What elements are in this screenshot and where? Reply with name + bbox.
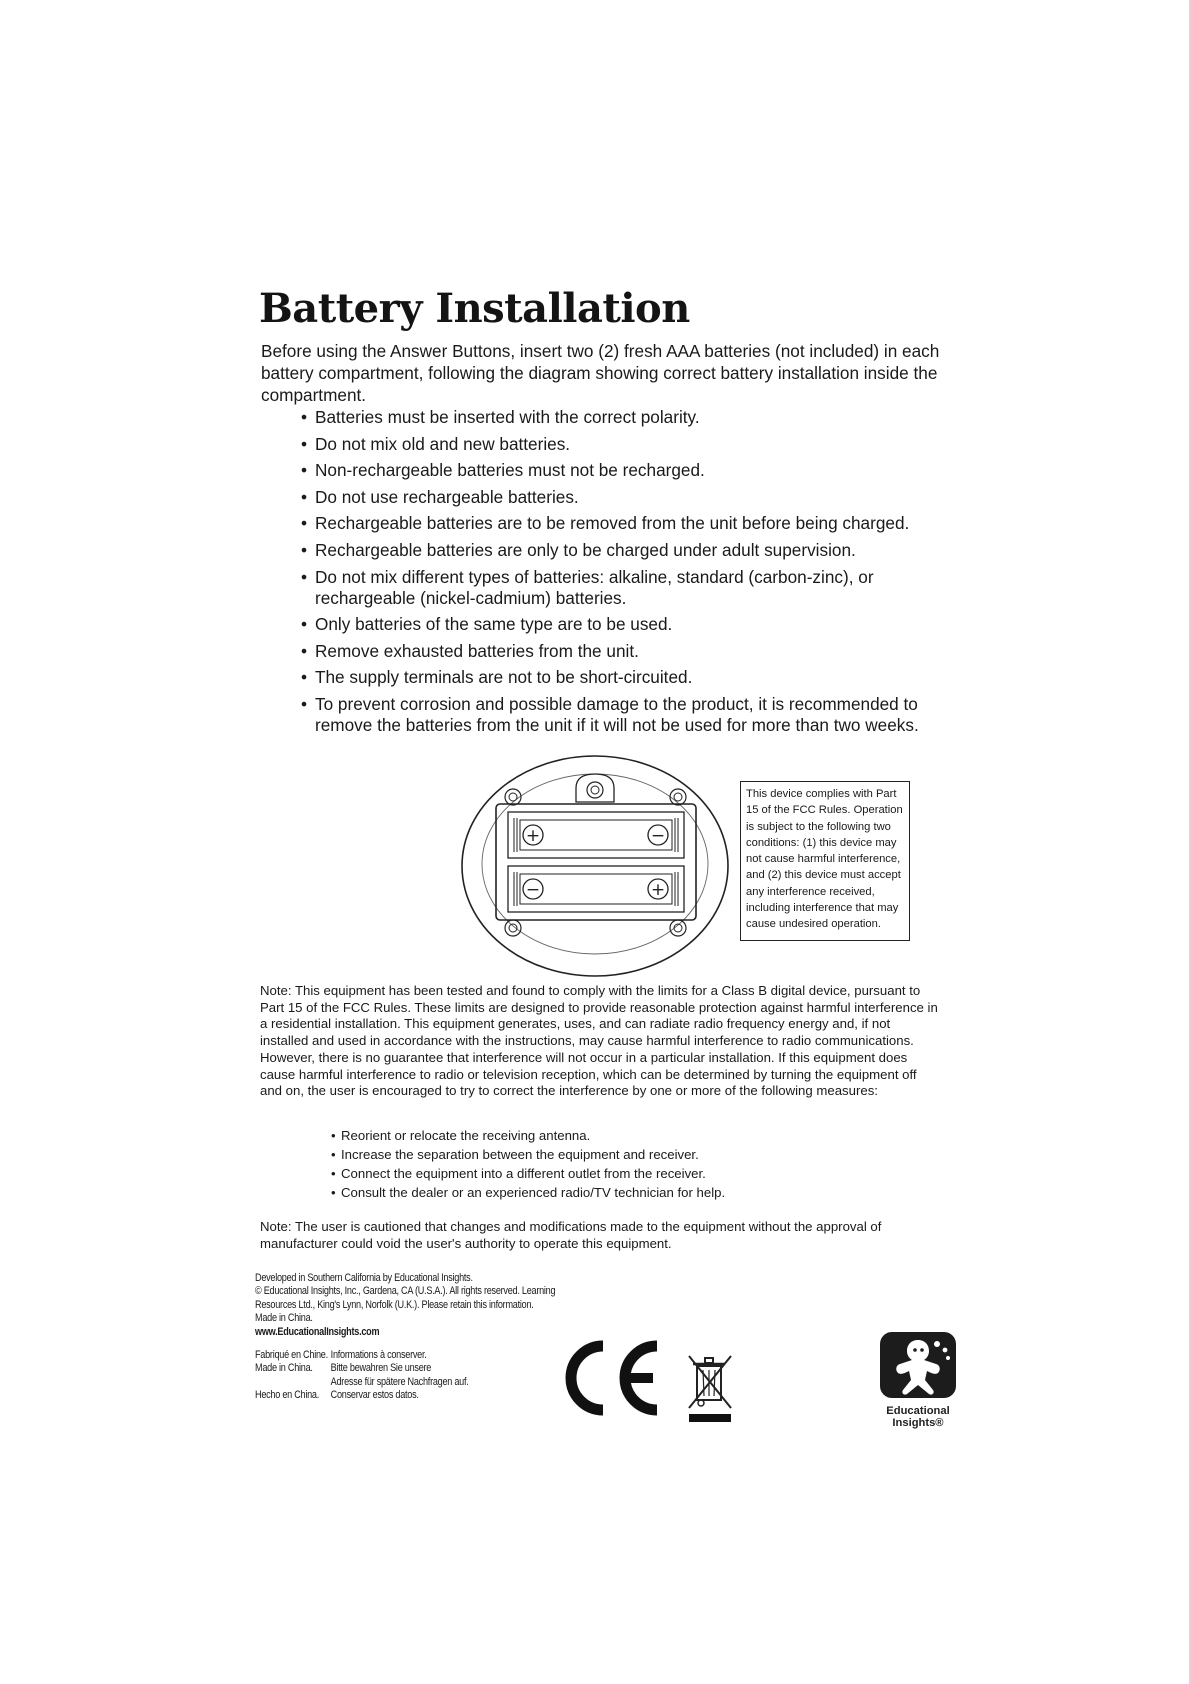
list-item: • Rechargeable batteries are to be removed from the unit before being charged. xyxy=(301,513,961,534)
svg-text:+: + xyxy=(525,826,541,846)
legal-info xyxy=(255,1272,573,1403)
ce-mark-icon xyxy=(557,1338,667,1418)
interference-measures-list xyxy=(331,1128,725,1204)
weee-bin-icon xyxy=(685,1352,735,1424)
list-item: • Non-rechargeable batteries must not be recharged. xyxy=(301,460,961,481)
page-title: Battery Installation xyxy=(259,285,690,332)
intro-paragraph: Before using the Answer Buttons, insert two (2) fresh AAA batteries (not included) in each battery compartment, following the diagram showing correct battery installation inside the compartment. xyxy=(261,341,940,405)
list-item: • Reorient or relocate the receiving antenna. xyxy=(331,1128,725,1145)
list-item: • Increase the separation between the equipment and receiver. xyxy=(331,1147,725,1164)
legal-row: Adresse für spätere Nachfragen auf. xyxy=(330,1375,469,1388)
modification-note: Note: The user is cautioned that changes and modifications made to the equipment without the approval of manufacturer could void the user's authority to operate this equipment. xyxy=(260,1219,882,1251)
list-item: • Consult the dealer or an experienced radio/TV technician for help. xyxy=(331,1185,725,1202)
svg-text:−: − xyxy=(525,880,541,900)
made-in-line: Made in China. xyxy=(255,1312,313,1325)
list-item: • Connect the equipment into a different outlet from the receiver. xyxy=(331,1166,725,1183)
website-link[interactable]: www.EducationalInsights.com xyxy=(255,1325,380,1338)
list-item: • Batteries must be inserted with the correct polarity. xyxy=(301,407,961,428)
list-item: • Only batteries of the same type are to be used. xyxy=(301,614,961,635)
battery-rules-list xyxy=(301,407,961,742)
list-item: • Do not mix different types of batteries: alkaline, standard (carbon-zinc), or rechargeable (nickel-cadmium) batteries. xyxy=(301,567,961,609)
list-item: • Do not use rechargeable batteries. xyxy=(301,487,961,508)
legal-row: Hecho en China. Conservar estos datos. xyxy=(255,1389,419,1402)
list-item: • Do not mix old and new batteries. xyxy=(301,434,961,455)
logo-wordmark: Educational Insights® xyxy=(886,1405,950,1429)
fcc-compliance-box: This device complies with Part 15 of the FCC Rules. Operation is subject to the following two conditions: (1) this device may not cause harmful interference, and (2) this device must accept any interference received, including interference that may cause undesired operation. xyxy=(740,781,910,941)
copyright-line: © Educational Insights, Inc., Gardena, CA (U.S.A.). All rights reserved. Learning Resources Ltd., King's Lynn, Norfolk (U.K.). Please retain this information. xyxy=(255,1285,556,1311)
battery-compartment-diagram xyxy=(458,752,733,980)
svg-text:−: − xyxy=(650,826,666,846)
screw-hole-icon xyxy=(670,920,686,936)
list-item: • The supply terminals are not to be short-circuited. xyxy=(301,667,961,688)
fcc-note: Note: This equipment has been tested and found to comply with the limits for a Class B digital device, pursuant to Part 15 of the FCC Rules. These limits are designed to provide reasonable protection against harmful interference in a residential installation. This equipment generates, uses, and can radiate radio frequency energy and, if not installed and used in accordance with the instructions, may cause harmful interference to radio communications. However, there is no guarantee that interference will not occur in a particular installation. If this equipment does cause harmful interference to radio or television reception, which can be determined by turning the equipment off and on, the user is encouraged to try to correct the interference by one or more of the following measures: xyxy=(260,983,938,1099)
screw-hole-icon xyxy=(587,782,603,798)
list-item: • Rechargeable batteries are only to be charged under adult supervision. xyxy=(301,540,961,561)
list-item: • To prevent corrosion and possible damage to the product, it is recommended to remove the batteries from the unit if it will not be used for more than two weeks. xyxy=(301,694,961,736)
screw-hole-icon xyxy=(505,920,521,936)
list-item: • Remove exhausted batteries from the unit. xyxy=(301,641,961,662)
educational-insights-logo-icon xyxy=(878,1330,958,1400)
multilingual-lines xyxy=(255,1349,573,1403)
developed-line: Developed in Southern California by Educational Insights. xyxy=(255,1272,473,1284)
legal-row: Made in China. Bitte bewahren Sie unsere xyxy=(255,1362,432,1375)
svg-text:+: + xyxy=(650,880,666,900)
legal-row: Fabriqué en Chine. Informations à conserver. xyxy=(255,1349,427,1362)
